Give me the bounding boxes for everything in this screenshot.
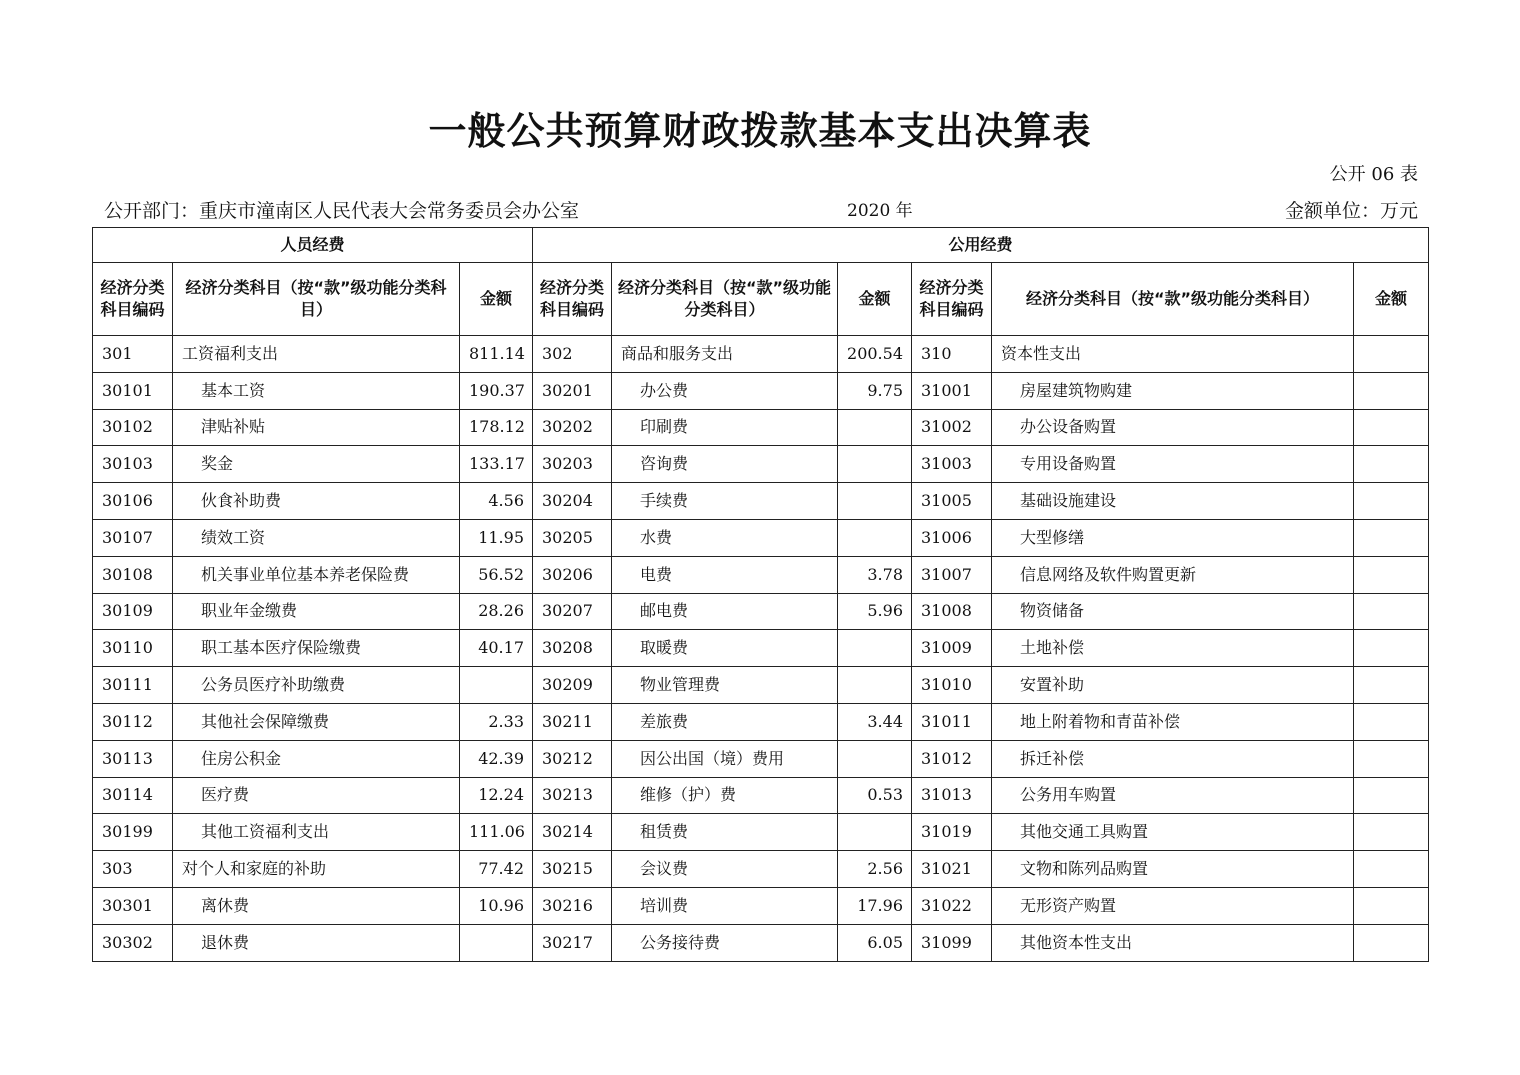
form-number: 公开 06 表 (1329, 164, 1418, 185)
table-row (93, 409, 1429, 446)
cell-name: 房屋建筑物购建 (992, 372, 1354, 409)
cell-code: 30215 (533, 851, 612, 888)
cell-name: 培训费 (612, 887, 838, 924)
cell-amount: 5.96 (838, 593, 912, 630)
table-row (93, 740, 1429, 777)
cell-code: 30110 (93, 630, 173, 667)
cell-amount: 4.56 (460, 483, 533, 520)
cell-amount: 133.17 (460, 446, 533, 483)
cell-code: 30202 (533, 409, 612, 446)
cell-name: 办公设备购置 (992, 409, 1354, 446)
cell-amount: 190.37 (460, 372, 533, 409)
cell-amount (1354, 556, 1429, 593)
unit-label: 金额单位：万元 (1284, 200, 1418, 222)
cell-name: 邮电费 (612, 593, 838, 630)
cell-code: 30108 (93, 556, 173, 593)
cell-name: 职业年金缴费 (173, 593, 460, 630)
table-row (93, 851, 1429, 888)
table-row (93, 593, 1429, 630)
group-public: 公用经费 (533, 228, 1429, 263)
cell-amount (1354, 740, 1429, 777)
cell-code: 30113 (93, 740, 173, 777)
header-amount: 金额 (1354, 263, 1429, 336)
cell-code: 30114 (93, 777, 173, 814)
cell-code: 30212 (533, 740, 612, 777)
cell-code: 31012 (912, 740, 992, 777)
header-code: 经济分类科目编码 (912, 263, 992, 336)
header-code: 经济分类科目编码 (533, 263, 612, 336)
department-label: 公开部门：重庆市潼南区人民代表大会常务委员会办公室 (104, 200, 580, 222)
cell-code: 30204 (533, 483, 612, 520)
cell-amount (1354, 887, 1429, 924)
header-name: 经济分类科目（按“款”级功能分类科目） (612, 263, 838, 336)
cell-code: 31001 (912, 372, 992, 409)
cell-name: 职工基本医疗保险缴费 (173, 630, 460, 667)
cell-amount (1354, 851, 1429, 888)
cell-code: 30209 (533, 667, 612, 704)
cell-name: 租赁费 (612, 814, 838, 851)
cell-name: 物业管理费 (612, 667, 838, 704)
cell-amount (1354, 519, 1429, 556)
cell-code: 30199 (93, 814, 173, 851)
cell-amount: 811.14 (460, 336, 533, 373)
cell-name: 办公费 (612, 372, 838, 409)
cell-code: 31021 (912, 851, 992, 888)
cell-name: 绩效工资 (173, 519, 460, 556)
cell-name: 离休费 (173, 887, 460, 924)
cell-amount: 11.95 (460, 519, 533, 556)
table-row (93, 814, 1429, 851)
cell-amount: 40.17 (460, 630, 533, 667)
cell-name: 手续费 (612, 483, 838, 520)
cell-code: 31006 (912, 519, 992, 556)
cell-name: 对个人和家庭的补助 (173, 851, 460, 888)
cell-name: 水费 (612, 519, 838, 556)
cell-amount: 0.53 (838, 777, 912, 814)
table-row (93, 483, 1429, 520)
cell-code: 31009 (912, 630, 992, 667)
cell-name: 商品和服务支出 (612, 336, 838, 373)
cell-code: 310 (912, 336, 992, 373)
cell-code: 31005 (912, 483, 992, 520)
meta-line (104, 196, 1418, 222)
cell-amount: 6.05 (838, 924, 912, 961)
cell-amount: 77.42 (460, 851, 533, 888)
expenditure-table (92, 227, 1429, 962)
cell-code: 30102 (93, 409, 173, 446)
cell-name: 住房公积金 (173, 740, 460, 777)
cell-name: 其他工资福利支出 (173, 814, 460, 851)
cell-code: 31019 (912, 814, 992, 851)
cell-amount (838, 446, 912, 483)
cell-name: 奖金 (173, 446, 460, 483)
cell-name: 基本工资 (173, 372, 460, 409)
cell-amount (1354, 446, 1429, 483)
cell-code: 30216 (533, 887, 612, 924)
cell-name: 因公出国（境）费用 (612, 740, 838, 777)
cell-name: 电费 (612, 556, 838, 593)
cell-code: 30206 (533, 556, 612, 593)
cell-name: 取暖费 (612, 630, 838, 667)
cell-code: 31013 (912, 777, 992, 814)
cell-name: 其他交通工具购置 (992, 814, 1354, 851)
group-personnel: 人员经费 (93, 228, 533, 263)
cell-name: 文物和陈列品购置 (992, 851, 1354, 888)
cell-code: 30203 (533, 446, 612, 483)
cell-amount (460, 924, 533, 961)
table-row (93, 336, 1429, 373)
table-row (93, 924, 1429, 961)
cell-code: 31007 (912, 556, 992, 593)
cell-code: 30211 (533, 703, 612, 740)
cell-code: 30109 (93, 593, 173, 630)
table-row (93, 703, 1429, 740)
cell-name: 基础设施建设 (992, 483, 1354, 520)
cell-amount: 200.54 (838, 336, 912, 373)
cell-amount (1354, 667, 1429, 704)
table-body (93, 336, 1429, 962)
table-row (93, 519, 1429, 556)
cell-code: 302 (533, 336, 612, 373)
cell-amount (1354, 483, 1429, 520)
cell-name: 拆迁补偿 (992, 740, 1354, 777)
cell-name: 公务接待费 (612, 924, 838, 961)
cell-amount (1354, 814, 1429, 851)
table-row (93, 556, 1429, 593)
cell-amount (838, 814, 912, 851)
cell-code: 30103 (93, 446, 173, 483)
cell-code: 30301 (93, 887, 173, 924)
cell-code: 31099 (912, 924, 992, 961)
cell-amount: 9.75 (838, 372, 912, 409)
cell-name: 伙食补助费 (173, 483, 460, 520)
header-amount: 金额 (460, 263, 533, 336)
cell-amount: 42.39 (460, 740, 533, 777)
cell-name: 会议费 (612, 851, 838, 888)
cell-amount (838, 740, 912, 777)
cell-code: 30207 (533, 593, 612, 630)
cell-amount: 56.52 (460, 556, 533, 593)
cell-name: 大型修缮 (992, 519, 1354, 556)
cell-name: 土地补偿 (992, 630, 1354, 667)
cell-name: 公务用车购置 (992, 777, 1354, 814)
cell-code: 30201 (533, 372, 612, 409)
cell-amount (460, 667, 533, 704)
cell-code: 30101 (93, 372, 173, 409)
cell-amount (838, 409, 912, 446)
cell-amount (838, 483, 912, 520)
cell-code: 31002 (912, 409, 992, 446)
cell-name: 退休费 (173, 924, 460, 961)
cell-amount (838, 667, 912, 704)
cell-code: 30111 (93, 667, 173, 704)
cell-amount: 178.12 (460, 409, 533, 446)
cell-name: 咨询费 (612, 446, 838, 483)
cell-name: 工资福利支出 (173, 336, 460, 373)
cell-amount: 10.96 (460, 887, 533, 924)
cell-code: 30106 (93, 483, 173, 520)
cell-code: 31022 (912, 887, 992, 924)
cell-code: 30302 (93, 924, 173, 961)
cell-amount (1354, 409, 1429, 446)
cell-code: 30217 (533, 924, 612, 961)
cell-amount (1354, 593, 1429, 630)
cell-name: 其他资本性支出 (992, 924, 1354, 961)
cell-name: 地上附着物和青苗补偿 (992, 703, 1354, 740)
table-row (93, 777, 1429, 814)
cell-amount (1354, 336, 1429, 373)
cell-name: 物资储备 (992, 593, 1354, 630)
cell-code: 301 (93, 336, 173, 373)
cell-name: 公务员医疗补助缴费 (173, 667, 460, 704)
header-name: 经济分类科目（按“款”级功能分类科目） (992, 263, 1354, 336)
table-row (93, 630, 1429, 667)
cell-amount (1354, 630, 1429, 667)
cell-amount: 2.56 (838, 851, 912, 888)
cell-amount: 17.96 (838, 887, 912, 924)
header-code: 经济分类科目编码 (93, 263, 173, 336)
cell-code: 30205 (533, 519, 612, 556)
table-row (93, 372, 1429, 409)
cell-name: 津贴补贴 (173, 409, 460, 446)
cell-name: 维修（护）费 (612, 777, 838, 814)
cell-name: 差旅费 (612, 703, 838, 740)
cell-name: 机关事业单位基本养老保险费 (173, 556, 460, 593)
table-row (93, 446, 1429, 483)
group-header-row (93, 228, 1429, 263)
table-row (93, 887, 1429, 924)
cell-code: 30107 (93, 519, 173, 556)
cell-amount (1354, 372, 1429, 409)
cell-amount: 2.33 (460, 703, 533, 740)
column-header-row (93, 263, 1429, 336)
cell-name: 其他社会保障缴费 (173, 703, 460, 740)
cell-amount (1354, 924, 1429, 961)
cell-name: 医疗费 (173, 777, 460, 814)
cell-name: 无形资产购置 (992, 887, 1354, 924)
cell-amount (838, 630, 912, 667)
cell-name: 资本性支出 (992, 336, 1354, 373)
cell-code: 31003 (912, 446, 992, 483)
cell-code: 30214 (533, 814, 612, 851)
cell-code: 30213 (533, 777, 612, 814)
cell-name: 印刷费 (612, 409, 838, 446)
cell-code: 30208 (533, 630, 612, 667)
header-amount: 金额 (838, 263, 912, 336)
page-title: 一般公共预算财政拨款基本支出决算表 (428, 109, 1092, 153)
header-name: 经济分类科目（按“款”级功能分类科目） (173, 263, 460, 336)
cell-amount: 111.06 (460, 814, 533, 851)
cell-amount: 3.78 (838, 556, 912, 593)
cell-code: 31011 (912, 703, 992, 740)
table-row (93, 667, 1429, 704)
cell-amount: 12.24 (460, 777, 533, 814)
cell-amount: 28.26 (460, 593, 533, 630)
cell-amount (1354, 703, 1429, 740)
cell-name: 专用设备购置 (992, 446, 1354, 483)
cell-amount (1354, 777, 1429, 814)
cell-code: 31008 (912, 593, 992, 630)
cell-code: 30112 (93, 703, 173, 740)
cell-amount: 3.44 (838, 703, 912, 740)
year-label: 2020 年 (847, 201, 913, 221)
cell-code: 31010 (912, 667, 992, 704)
cell-amount (838, 519, 912, 556)
cell-code: 303 (93, 851, 173, 888)
cell-name: 安置补助 (992, 667, 1354, 704)
cell-name: 信息网络及软件购置更新 (992, 556, 1354, 593)
